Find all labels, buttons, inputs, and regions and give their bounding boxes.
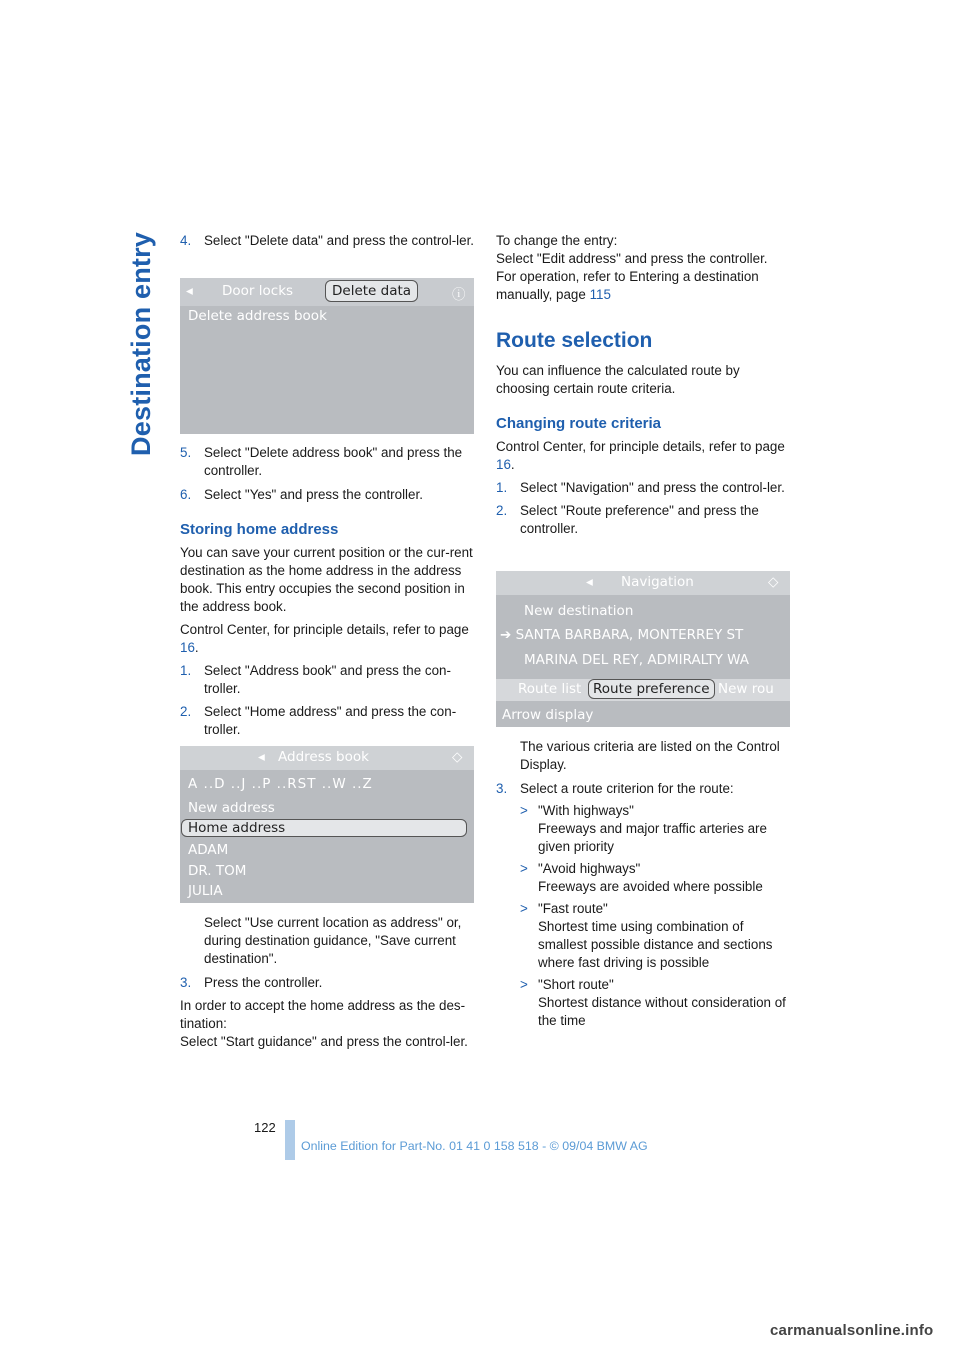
paragraph: You can influence the calculated route by choosing certain route criteria. [496,363,740,396]
step-6: 6. Select "Yes" and press the controller. [180,487,423,502]
page-number: 122 [254,1120,276,1135]
paragraph: Control Center, for principle details, refer to page 16. [180,622,469,655]
paragraph: You can save your current position or the cur-rent destination as the home address in the address book. This entry occupies the second position in the address book. [180,545,473,614]
step-3: 3. Press the controller. [180,975,323,990]
step-2: 2. Select "Route preference" and press the controller. [496,503,759,536]
step-3: 3. Select a route criterion for the route: [496,781,734,796]
footer-text: Online Edition for Part-No. 01 41 0 158 518 - © 09/04 BMW AG [301,1139,648,1153]
side-title: Destination entry [126,232,156,456]
option-with-highways: > "With highways" Freeways and major traffic arteries are given priority [520,803,767,854]
paragraph: To change the entry: [496,233,618,248]
left-column [180,232,475,250]
move-icon: ◇ [768,574,779,590]
option-fast-route: > "Fast route" Shortest time using combination of smallest possible distance and sections where fast driving is possible [520,901,773,970]
left-bottom [180,914,475,1051]
footer-bar [285,1120,295,1160]
option-short-route: > "Short route" Shortest distance without consideration of the time [520,977,786,1028]
step-1: 1. Select "Address book" and press the con-troller. [180,663,451,696]
right-column [496,232,791,538]
arrow-left-icon: ◂ [586,574,593,590]
screen-navigation: ◂ Navigation ◇ New destination ➔ SANTA BARBARA, MONTERREY ST MARINA DEL REY, ADMIRALTY WA Route list Route preference New rou Arrow display [496,571,790,727]
heading-route-selection: Route selection [496,329,653,352]
page-link[interactable]: 16 [180,640,195,655]
paragraph: Control Center, for principle details, refer to page 16. [496,439,785,472]
screen-delete-data: ◂ Door locks Delete data ⓘ Delete address book [180,278,474,434]
screen-address-book: ◂ Address book ◇ A ..D ..J ..P ..RST ..W ..Z New address Home address ADAM DR. TOM JULIA [180,746,474,903]
step-1: 1. Select "Navigation" and press the control-ler. [496,480,785,495]
right-bottom [496,738,791,1030]
heading-changing-route: Changing route criteria [496,415,662,432]
page-link[interactable]: 16 [496,457,511,472]
step-4: 4. Select "Delete data" and press the control-ler. [180,233,475,248]
option-avoid-highways: > "Avoid highways" Freeways are avoided where possible [520,861,763,894]
arrow-left-icon: ◂ [258,749,265,765]
heading-storing-home: Storing home address [180,521,339,538]
arrow-left-icon: ◂ [186,283,193,299]
step-2: 2. Select "Home address" and press the con-troller. [180,704,457,737]
note: Select "Use current location as address" or, during destination guidance, "Save current destination". [204,915,462,966]
note: The various criteria are listed on the Control Display. [520,739,780,772]
step-5: 5. Select "Delete address book" and press the controller. [180,445,463,478]
move-icon: ◇ [452,749,463,765]
paragraph: Select "Edit address" and press the controller. [496,251,768,266]
info-icon: ⓘ [452,287,466,303]
watermark: carmanualsonline.info [770,1322,934,1339]
page-link[interactable]: 115 [589,287,611,302]
left-steps [180,444,475,739]
paragraph: Select "Start guidance" and press the control-ler. [180,1034,468,1049]
paragraph: For operation, refer to Entering a destination manually, page 115 [496,269,759,302]
paragraph: In order to accept the home address as the des-tination: [180,998,466,1031]
arrow-right-icon: ➔ [500,627,516,643]
